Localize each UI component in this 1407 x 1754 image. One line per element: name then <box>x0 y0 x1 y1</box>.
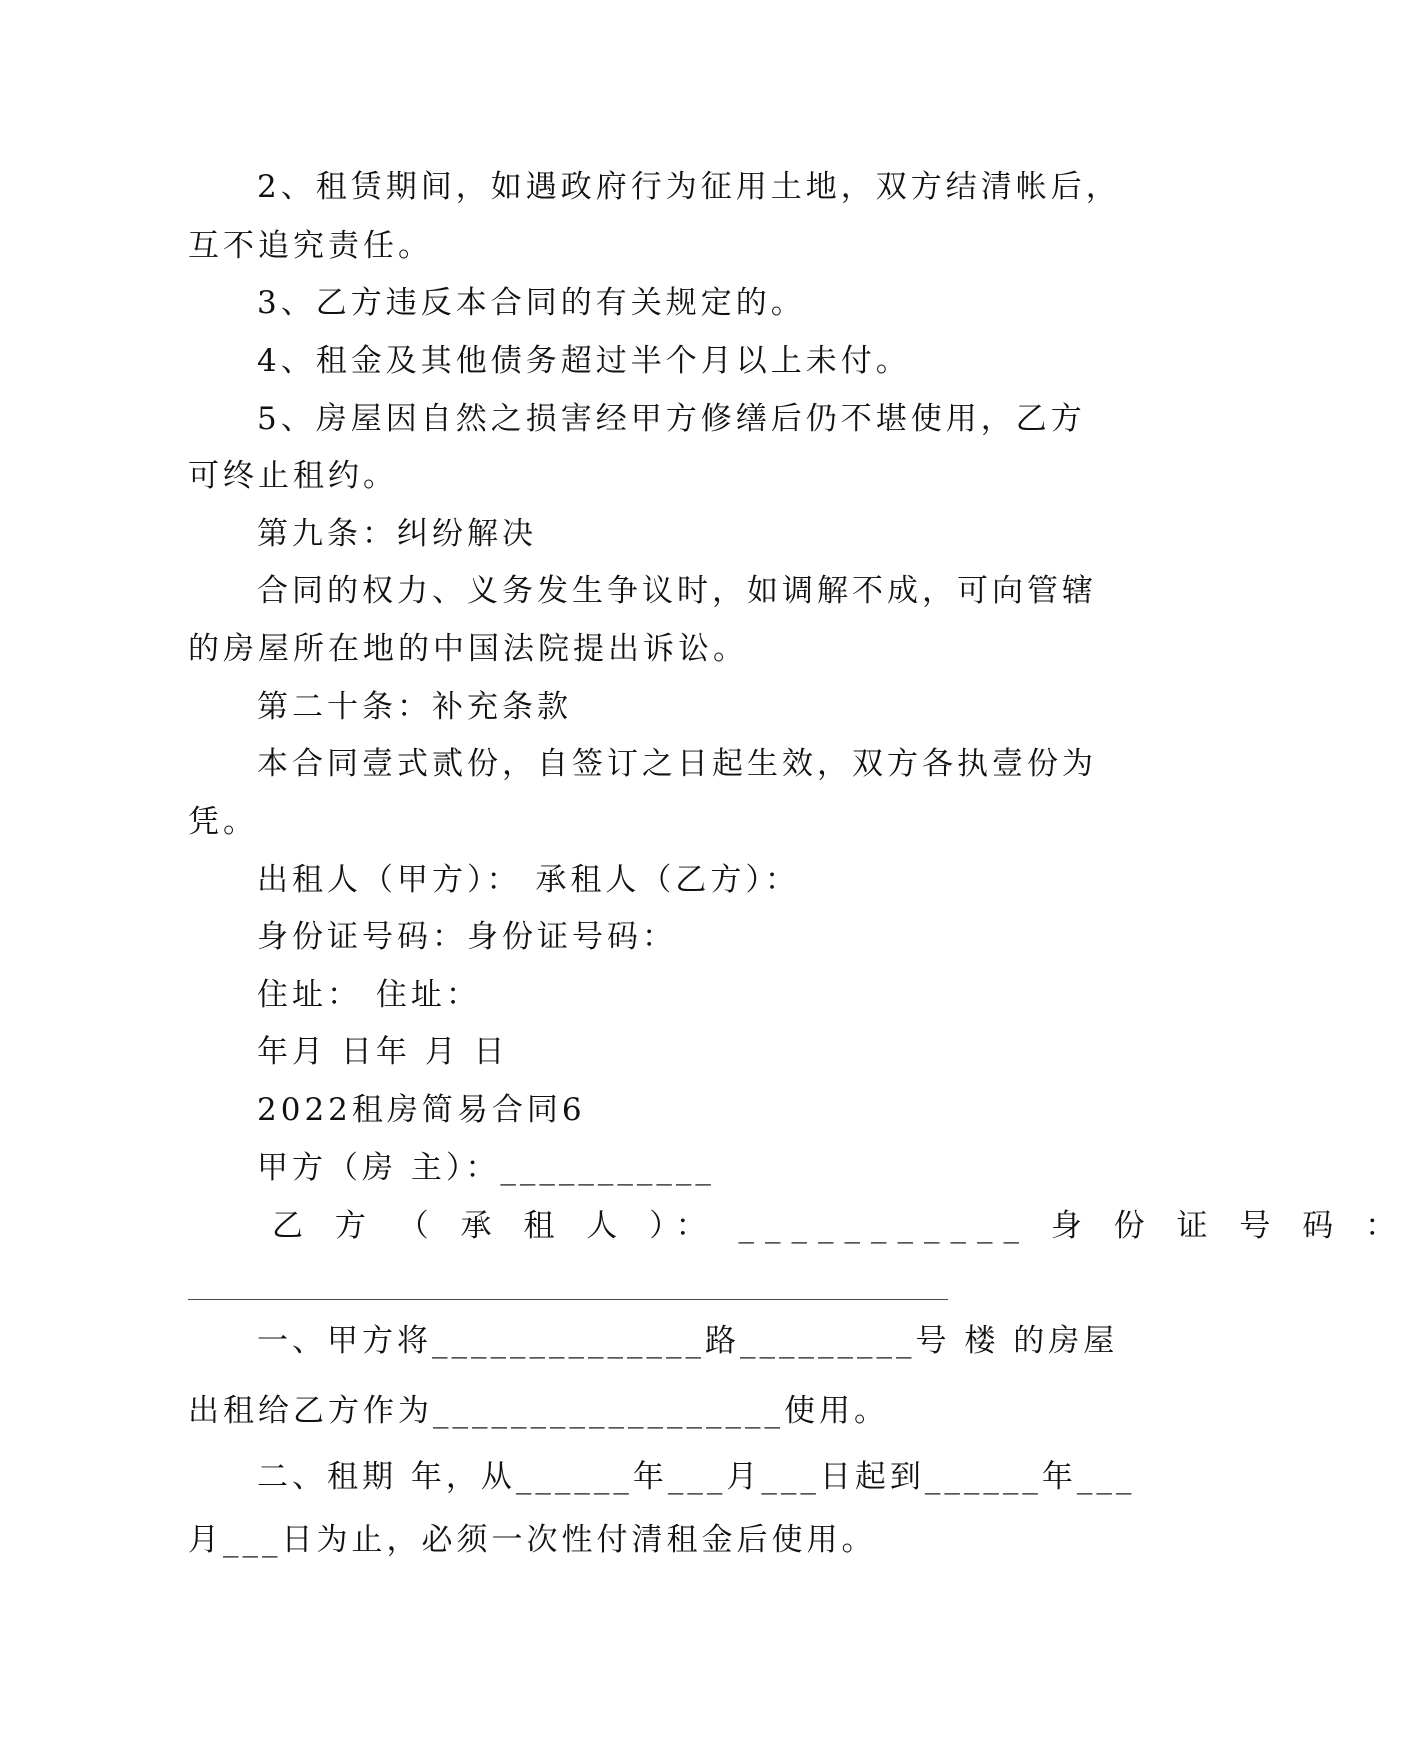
clause-2-line: 月___日为止，必须一次性付清租金后使用。 <box>188 1522 877 1558</box>
text-line: 可终止租约。 <box>188 458 398 494</box>
section-heading: 第二十条：补充条款 <box>257 689 572 725</box>
signature-line: 出租人（甲方）： 承租人（乙方）： <box>257 862 800 898</box>
text-line: 凭。 <box>188 804 258 840</box>
text-line: 5、房屋因自然之损害经甲方修缮后仍不堪使用，乙方 <box>257 401 1086 437</box>
text-line: 2、租赁期间，如遇政府行为征用土地，双方结清帐后， <box>257 169 1121 205</box>
clause-1-line: 一、甲方将______________路_________号 楼 的房屋 <box>257 1323 1119 1359</box>
text-line: 互不追究责任。 <box>188 228 433 264</box>
clause-2-line: 二、租期 年，从______年___月___日起到______年___ <box>257 1459 1136 1495</box>
text-line: 本合同壹式贰份，自签订之日起生效，双方各执壹份为 <box>257 746 1097 782</box>
text-line: 的房屋所在地的中国法院提出诉讼。 <box>188 631 748 667</box>
text-line: 3、乙方违反本合同的有关规定的。 <box>257 285 806 321</box>
party-b-line: 乙 方 （ 承 租 人 ）： ___________ 身 份 证 号 码 ： <box>272 1208 1407 1244</box>
date-line: 年月 日年 月 日 <box>257 1034 509 1070</box>
text-line: 合同的权力、义务发生争议时，如调解不成，可向管辖 <box>257 573 1097 609</box>
section-heading: 第九条：纠纷解决 <box>257 516 537 552</box>
text-line: 4、租金及其他债务超过半个月以上未付。 <box>257 343 911 379</box>
address-line: 住址： 住址： <box>257 977 481 1013</box>
blank-underline <box>188 1299 948 1300</box>
clause-1-line: 出租给乙方作为__________________使用。 <box>188 1393 889 1429</box>
party-a-line: 甲方（房 主）：___________ <box>257 1150 715 1186</box>
contract-title: 2022租房简易合同6 <box>257 1092 586 1128</box>
id-number-line: 身份证号码：身份证号码： <box>257 919 677 955</box>
